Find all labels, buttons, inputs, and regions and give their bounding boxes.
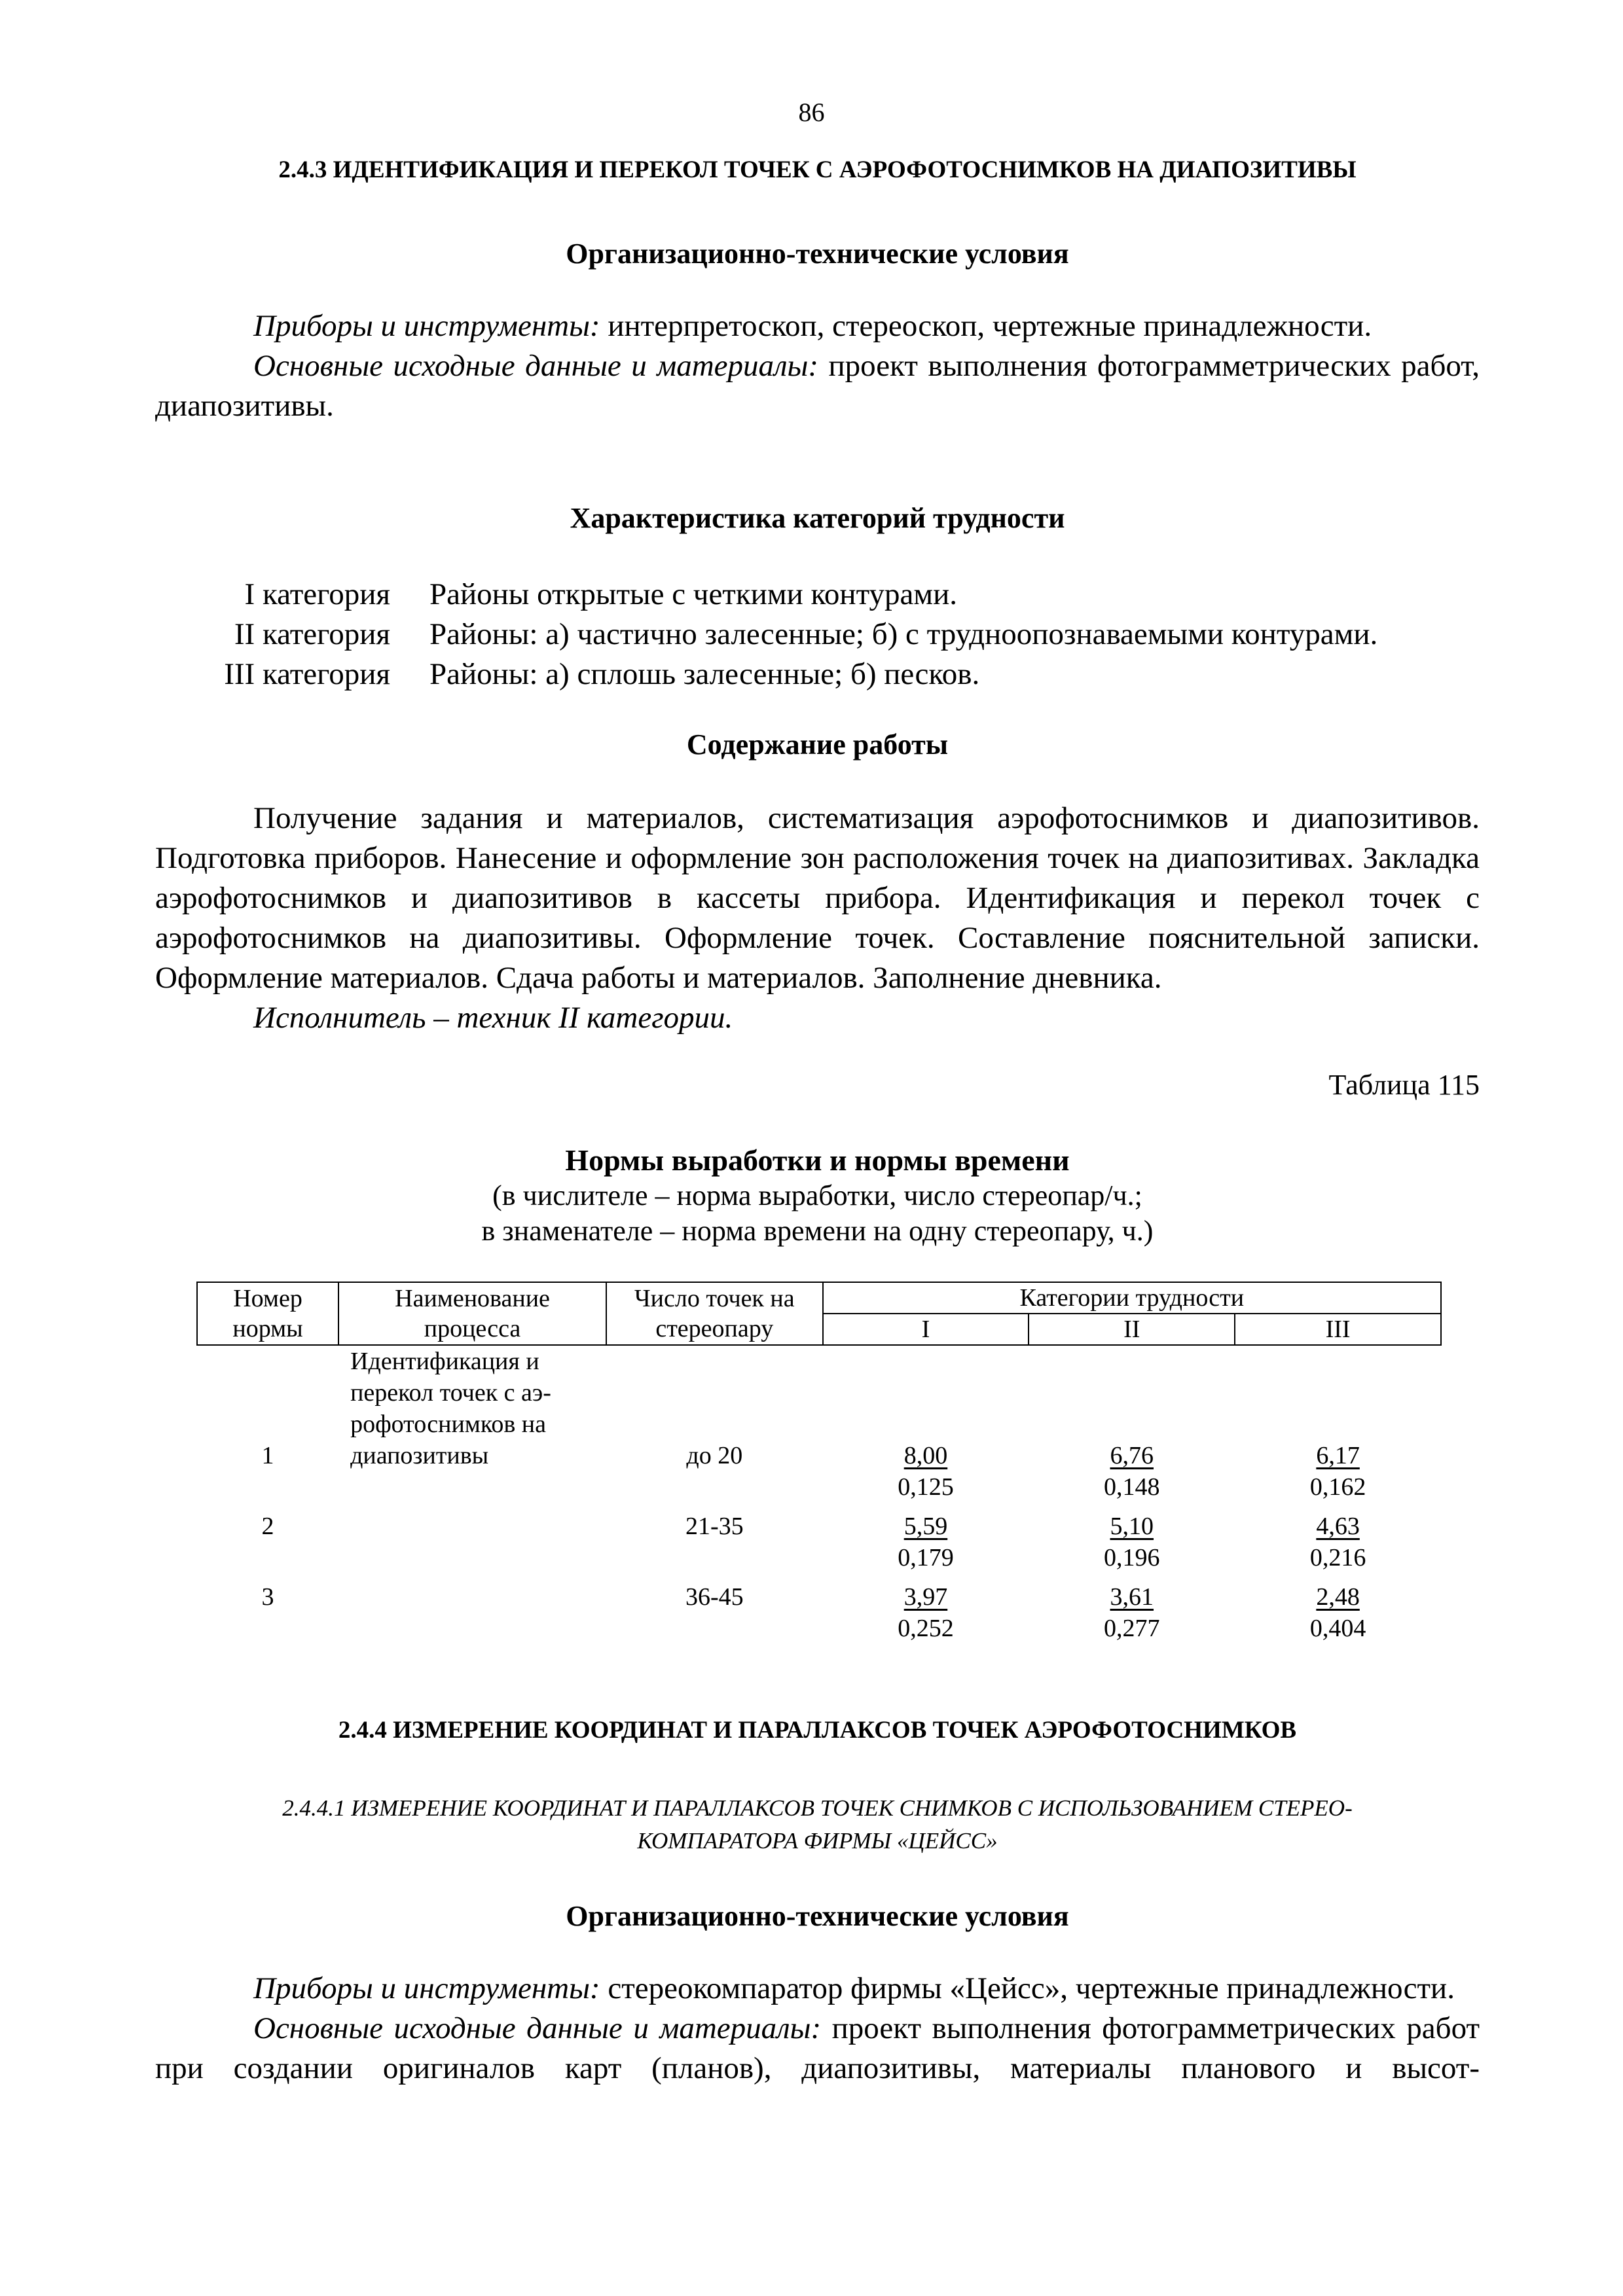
materials-text: проект выполнения фотограмметрических работ, диапозитивы. [155,349,1480,423]
time-norm: 0,162 [1309,1473,1366,1501]
header-text: нормы [232,1315,303,1342]
process-name-cell [338,1345,606,1503]
difficulty-categories [207,575,1377,694]
instruments-text: стереокомпаратор фирмы «Цейсс», чертежные принадлежности. [600,1971,1455,2005]
points-cell: 21-35 [685,1513,744,1540]
norm-fraction [898,1581,954,1644]
subsection-heading-line-1: 2.4.4.1 ИЗМЕРЕНИЕ КООРДИНАТ И ПАРАЛЛАКСОВ ТОЧЕК СНИМКОВ С ИСПОЛЬЗОВАНИЕМ СТЕРЕО- [282,1795,1353,1821]
conditions-paragraph [155,306,1480,426]
materials-label: Основные исходные данные и материалы: [253,2011,822,2045]
category-2-cell [1029,1573,1235,1644]
subsection-heading-line-2: КОМПАРАТОРА ФИРМЫ «ЦЕЙСС» [637,1828,998,1854]
materials-label: Основные исходные данные и материалы: [253,349,819,383]
materials-line [155,2009,1480,2089]
header-text: Наименование [395,1285,550,1312]
points-cell: до 20 [686,1442,743,1469]
section-heading-2-4-4: 2.4.4 ИЗМЕРЕНИЕ КООРДИНАТ И ПАРАЛЛАКСОВ ТОЧЕК АЭРОФОТОСНИМКОВ [338,1717,1297,1744]
table-subtitle-1: (в числителе – норма выработки, число стереопар/ч.; [492,1179,1142,1211]
header-text: Число точек на [634,1285,795,1312]
category-label: II категория [234,617,390,651]
header-text: процесса [424,1315,521,1342]
category-text: Районы: а) частично залесенные; б) с трудноопознаваемыми контурами. [429,617,1378,651]
section-heading-2-4-3: 2.4.3 ИДЕНТИФИКАЦИЯ И ПЕРЕКОЛ ТОЧЕК С АЭРОФОТОСНИМКОВ НА ДИАПОЗИТИВЫ [278,156,1357,183]
table-row [197,1345,1441,1503]
category-3-cell [1235,1573,1441,1644]
process-name-cell [338,1573,606,1644]
output-norm: 5,10 [1110,1513,1154,1540]
row-number: 2 [261,1513,274,1540]
category-text: Районы открытые с четкими контурами. [429,577,957,611]
process-name-line: диапозитивы [350,1442,489,1469]
norm-fraction [898,1511,954,1573]
category-row [207,655,1377,694]
category-text: Районы: а) сплошь залесенные; б) песков. [429,657,980,691]
header-categories: Категории трудности [823,1282,1441,1314]
time-norm: 0,252 [898,1615,954,1642]
norms-table [196,1282,1442,1644]
category-label: III категория [224,657,390,691]
header-category-3: III [1235,1314,1441,1345]
table-row [197,1503,1441,1573]
category-1-cell [823,1345,1029,1503]
points-cell: 36-45 [685,1583,744,1611]
row-number: 1 [261,1442,274,1469]
norm-fraction [1310,1440,1366,1503]
table-subtitle-2: в знаменателе – норма времени на одну стереопару, ч.) [481,1215,1154,1247]
category-1-cell [823,1573,1029,1644]
output-norm: 6,76 [1110,1442,1154,1469]
category-row [207,575,1377,615]
header-norm-number [197,1282,338,1345]
table-row [197,1573,1441,1644]
materials-line [155,346,1480,426]
norm-fraction [1104,1440,1160,1503]
category-3-cell [1235,1345,1441,1503]
header-category-2: II [1029,1314,1235,1345]
executor-line: Исполнитель – техник II категории. [253,1001,733,1035]
norm-fraction [1310,1511,1366,1573]
process-name-cell [338,1503,606,1573]
work-content-title: Содержание работы [686,728,949,761]
output-norm: 3,97 [903,1583,948,1611]
header-points-count [606,1282,823,1345]
output-norm: 8,00 [903,1442,948,1469]
norm-fraction [1104,1511,1160,1573]
output-norm: 2,48 [1316,1583,1360,1611]
output-norm: 6,17 [1316,1442,1360,1469]
row-number: 3 [261,1583,274,1611]
table-header-row [197,1282,1441,1314]
output-norm: 3,61 [1110,1583,1154,1611]
instruments-label: Приборы и инструменты: [253,1971,600,2005]
category-1-cell [823,1503,1029,1573]
org-conditions-title: Организационно-технические условия [566,238,1069,270]
norm-fraction [1104,1581,1160,1644]
page-number: 86 [798,98,825,127]
materials-text: проект выполнения фотограмметрических работ при создании оригиналов карт (планов), диапозитивы, материалы планового и высот- [155,2011,1480,2085]
category-label: I категория [244,577,390,611]
category-2-cell [1029,1503,1235,1573]
time-norm: 0,179 [898,1544,954,1571]
header-text: Номер [233,1285,302,1312]
time-norm: 0,125 [898,1473,954,1501]
time-norm: 0,196 [1104,1544,1160,1571]
norm-fraction [1310,1581,1366,1644]
instruments-label: Приборы и инструменты: [253,309,600,343]
conditions-paragraph-2 [155,1969,1480,2089]
header-category-1: I [823,1314,1029,1345]
time-norm: 0,148 [1104,1473,1160,1501]
time-norm: 0,404 [1309,1615,1366,1642]
output-norm: 5,59 [903,1513,948,1540]
difficulty-title: Характеристика категорий трудности [570,502,1065,534]
norm-fraction [898,1440,954,1503]
category-row [207,615,1377,655]
instruments-text: интерпретоскоп, стереоскоп, чертежные принадлежности. [600,309,1372,343]
category-3-cell [1235,1503,1441,1573]
table-title: Нормы выработки и нормы времени [565,1143,1070,1177]
instruments-line [155,1969,1480,2009]
work-content-text: Получение задания и материалов, систематизация аэрофотоснимков и диапозитивов. Подготовка приборов. Нанесение и оформление зон расположения точек на диапозитивах. Закладка аэрофотоснимков и диапозитивов в кассеты прибора. Идентификация и перекол точек с аэрофотоснимков на диапозитивы. Оформление точек. Составление пояснительной записки. Оформление материалов. Сдача работы и материалов. Заполнение дневника. [155,801,1480,995]
process-name-line: Идентификация и [350,1348,539,1375]
output-norm: 4,63 [1316,1513,1360,1540]
process-name-line: перекол точек с аэ- [350,1379,551,1407]
time-norm: 0,277 [1104,1615,1160,1642]
subsection-heading-2-4-4-1 [155,1792,1480,1857]
process-name-line: рофотоснимков на [350,1410,546,1438]
category-2-cell [1029,1345,1235,1503]
table-label: Таблица 115 [1328,1069,1480,1101]
header-text: стереопару [655,1315,774,1342]
header-process-name [338,1282,606,1345]
time-norm: 0,216 [1309,1544,1366,1571]
table-title-block [155,1143,1480,1249]
work-content-paragraph [155,798,1480,1038]
instruments-line [155,306,1480,346]
org-conditions-title-2: Организационно-технические условия [566,1900,1069,1932]
